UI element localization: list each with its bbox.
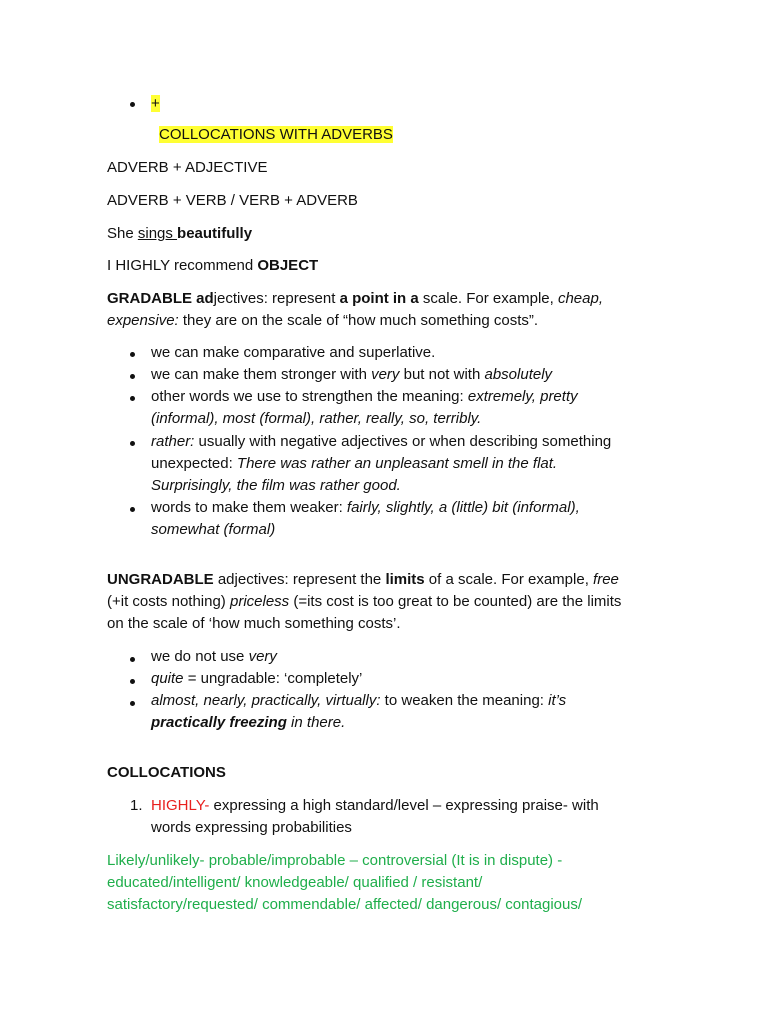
italic-run: very (371, 366, 400, 383)
italic-run: priceless (229, 593, 290, 610)
bullet-dot (130, 657, 135, 662)
gradable-bullet-4-line-2 (151, 454, 557, 474)
gradable-bullet-2 (151, 365, 552, 385)
gradable-intro-line-2 (107, 311, 538, 331)
text-run: we do not use (151, 648, 249, 665)
bold-run: a point in a (339, 290, 419, 307)
ungradable-bullet-2 (151, 669, 362, 689)
green-list-line-1: Likely/unlikely- probable/improbable – controversial (It is in dispute) - (107, 852, 563, 869)
gradable-bullet-3-line-1 (151, 387, 578, 407)
text-run: expressing a high standard/level – expressing praise- with (209, 797, 599, 814)
italic-run: cheap, (557, 290, 603, 307)
bullet-dot (130, 396, 135, 401)
pattern-adverb-adjective: ADVERB + ADJECTIVE (107, 159, 268, 176)
collocation-item-1-line-1 (151, 796, 599, 816)
text-run: of a scale. For example, (424, 571, 594, 588)
bullet-dot (130, 679, 135, 684)
gradable-bullet-4-line-1 (151, 432, 611, 452)
ungradable-intro-line-1 (107, 570, 619, 590)
list-number: 1. (130, 797, 143, 814)
example-sings (107, 224, 252, 244)
italic-run: almost, nearly, practically, virtually: (151, 692, 381, 709)
bullet-dot (130, 441, 135, 446)
collocations-heading: COLLOCATIONS (107, 764, 226, 781)
italic-run: it’s (548, 692, 567, 709)
bullet-dot (130, 374, 135, 379)
example-bold: beautifully (177, 225, 253, 242)
heading-text: COLLOCATIONS WITH ADVERBS (159, 126, 393, 143)
text-run: scale. For example, (418, 290, 558, 307)
collocation-item-1-line-2: words expressing probabilities (151, 819, 352, 836)
italic-run: extremely, pretty (467, 388, 578, 405)
bold-run: limits (385, 571, 425, 588)
text-run: adjectives: represent the (213, 571, 386, 588)
text-run: words to make them weaker: (151, 499, 347, 516)
italic-run: quite (151, 670, 184, 687)
gradable-term: GRADABLE ad (107, 290, 214, 307)
gradable-bullet-4-line-3: Surprisingly, the film was rather good. (151, 477, 401, 494)
text-run: (=its cost is too great to be counted) are the limits (289, 593, 622, 610)
bullet-dot (130, 701, 135, 706)
text-run: they are on the scale of “how much something costs”. (178, 312, 539, 329)
ungradable-bullet-3-line-1 (151, 691, 566, 711)
italic-run: fairly, slightly, a (little) bit (informal), (346, 499, 580, 516)
italic-run: free (593, 571, 619, 588)
italic-run: There was rather an unpleasant smell in the flat. (236, 455, 558, 472)
text-run: = ungradable: ‘completely’ (183, 670, 363, 687)
text-run: usually with negative adjectives or when describing something (194, 433, 612, 450)
gradable-intro-line-1 (107, 289, 603, 309)
example-text: I HIGHLY recommend (107, 257, 258, 274)
top-item-text: + (151, 95, 160, 112)
bullet-dot (130, 507, 135, 512)
green-list-line-2: educated/intelligent/ knowledgeable/ qualified / resistant/ (107, 874, 483, 891)
italic-run: expensive: (107, 312, 179, 329)
text-run: other words we use to strengthen the meaning: (151, 388, 468, 405)
text-run: unexpected: (151, 455, 237, 472)
ungradable-term: UNGRADABLE (107, 571, 214, 588)
example-text: She (107, 225, 138, 242)
text-run: we can make them stronger with (151, 366, 372, 383)
italic-run: in there. (286, 714, 346, 731)
example-recommend (107, 256, 318, 276)
section-heading (159, 125, 393, 145)
ungradable-bullet-1 (151, 647, 277, 667)
ungradable-bullet-3-line-2 (151, 713, 345, 733)
gradable-bullet-3-line-2: (informal), most (formal), rather, really, so, terribly. (151, 410, 482, 427)
example-bold: OBJECT (257, 257, 319, 274)
top-item (151, 94, 160, 114)
bold-italic-run: practically freezing (151, 714, 287, 731)
gradable-bullet-1: we can make comparative and superlative. (151, 344, 436, 361)
text-run: but not with (399, 366, 485, 383)
highly-term: HIGHLY- (151, 797, 210, 814)
text-run: to weaken the meaning: (380, 692, 549, 709)
text-run: jectives: represent (213, 290, 340, 307)
gradable-bullet-5-line-1 (151, 498, 580, 518)
example-underlined: sings (137, 225, 178, 242)
pattern-adverb-verb: ADVERB + VERB / VERB + ADVERB (107, 192, 358, 209)
bullet-dot (130, 352, 135, 357)
italic-run: absolutely (484, 366, 553, 383)
ungradable-intro-line-2 (107, 592, 621, 612)
green-list-line-3: satisfactory/requested/ commendable/ affected/ dangerous/ contagious/ (107, 896, 583, 913)
bullet-dot (130, 102, 135, 107)
text-run: (+it costs nothing) (107, 593, 230, 610)
italic-run: very (248, 648, 277, 665)
gradable-bullet-5-line-2: somewhat (formal) (151, 521, 276, 538)
ungradable-intro-line-3: on the scale of ‘how much something costs’. (107, 615, 401, 632)
italic-run: rather: (151, 433, 195, 450)
